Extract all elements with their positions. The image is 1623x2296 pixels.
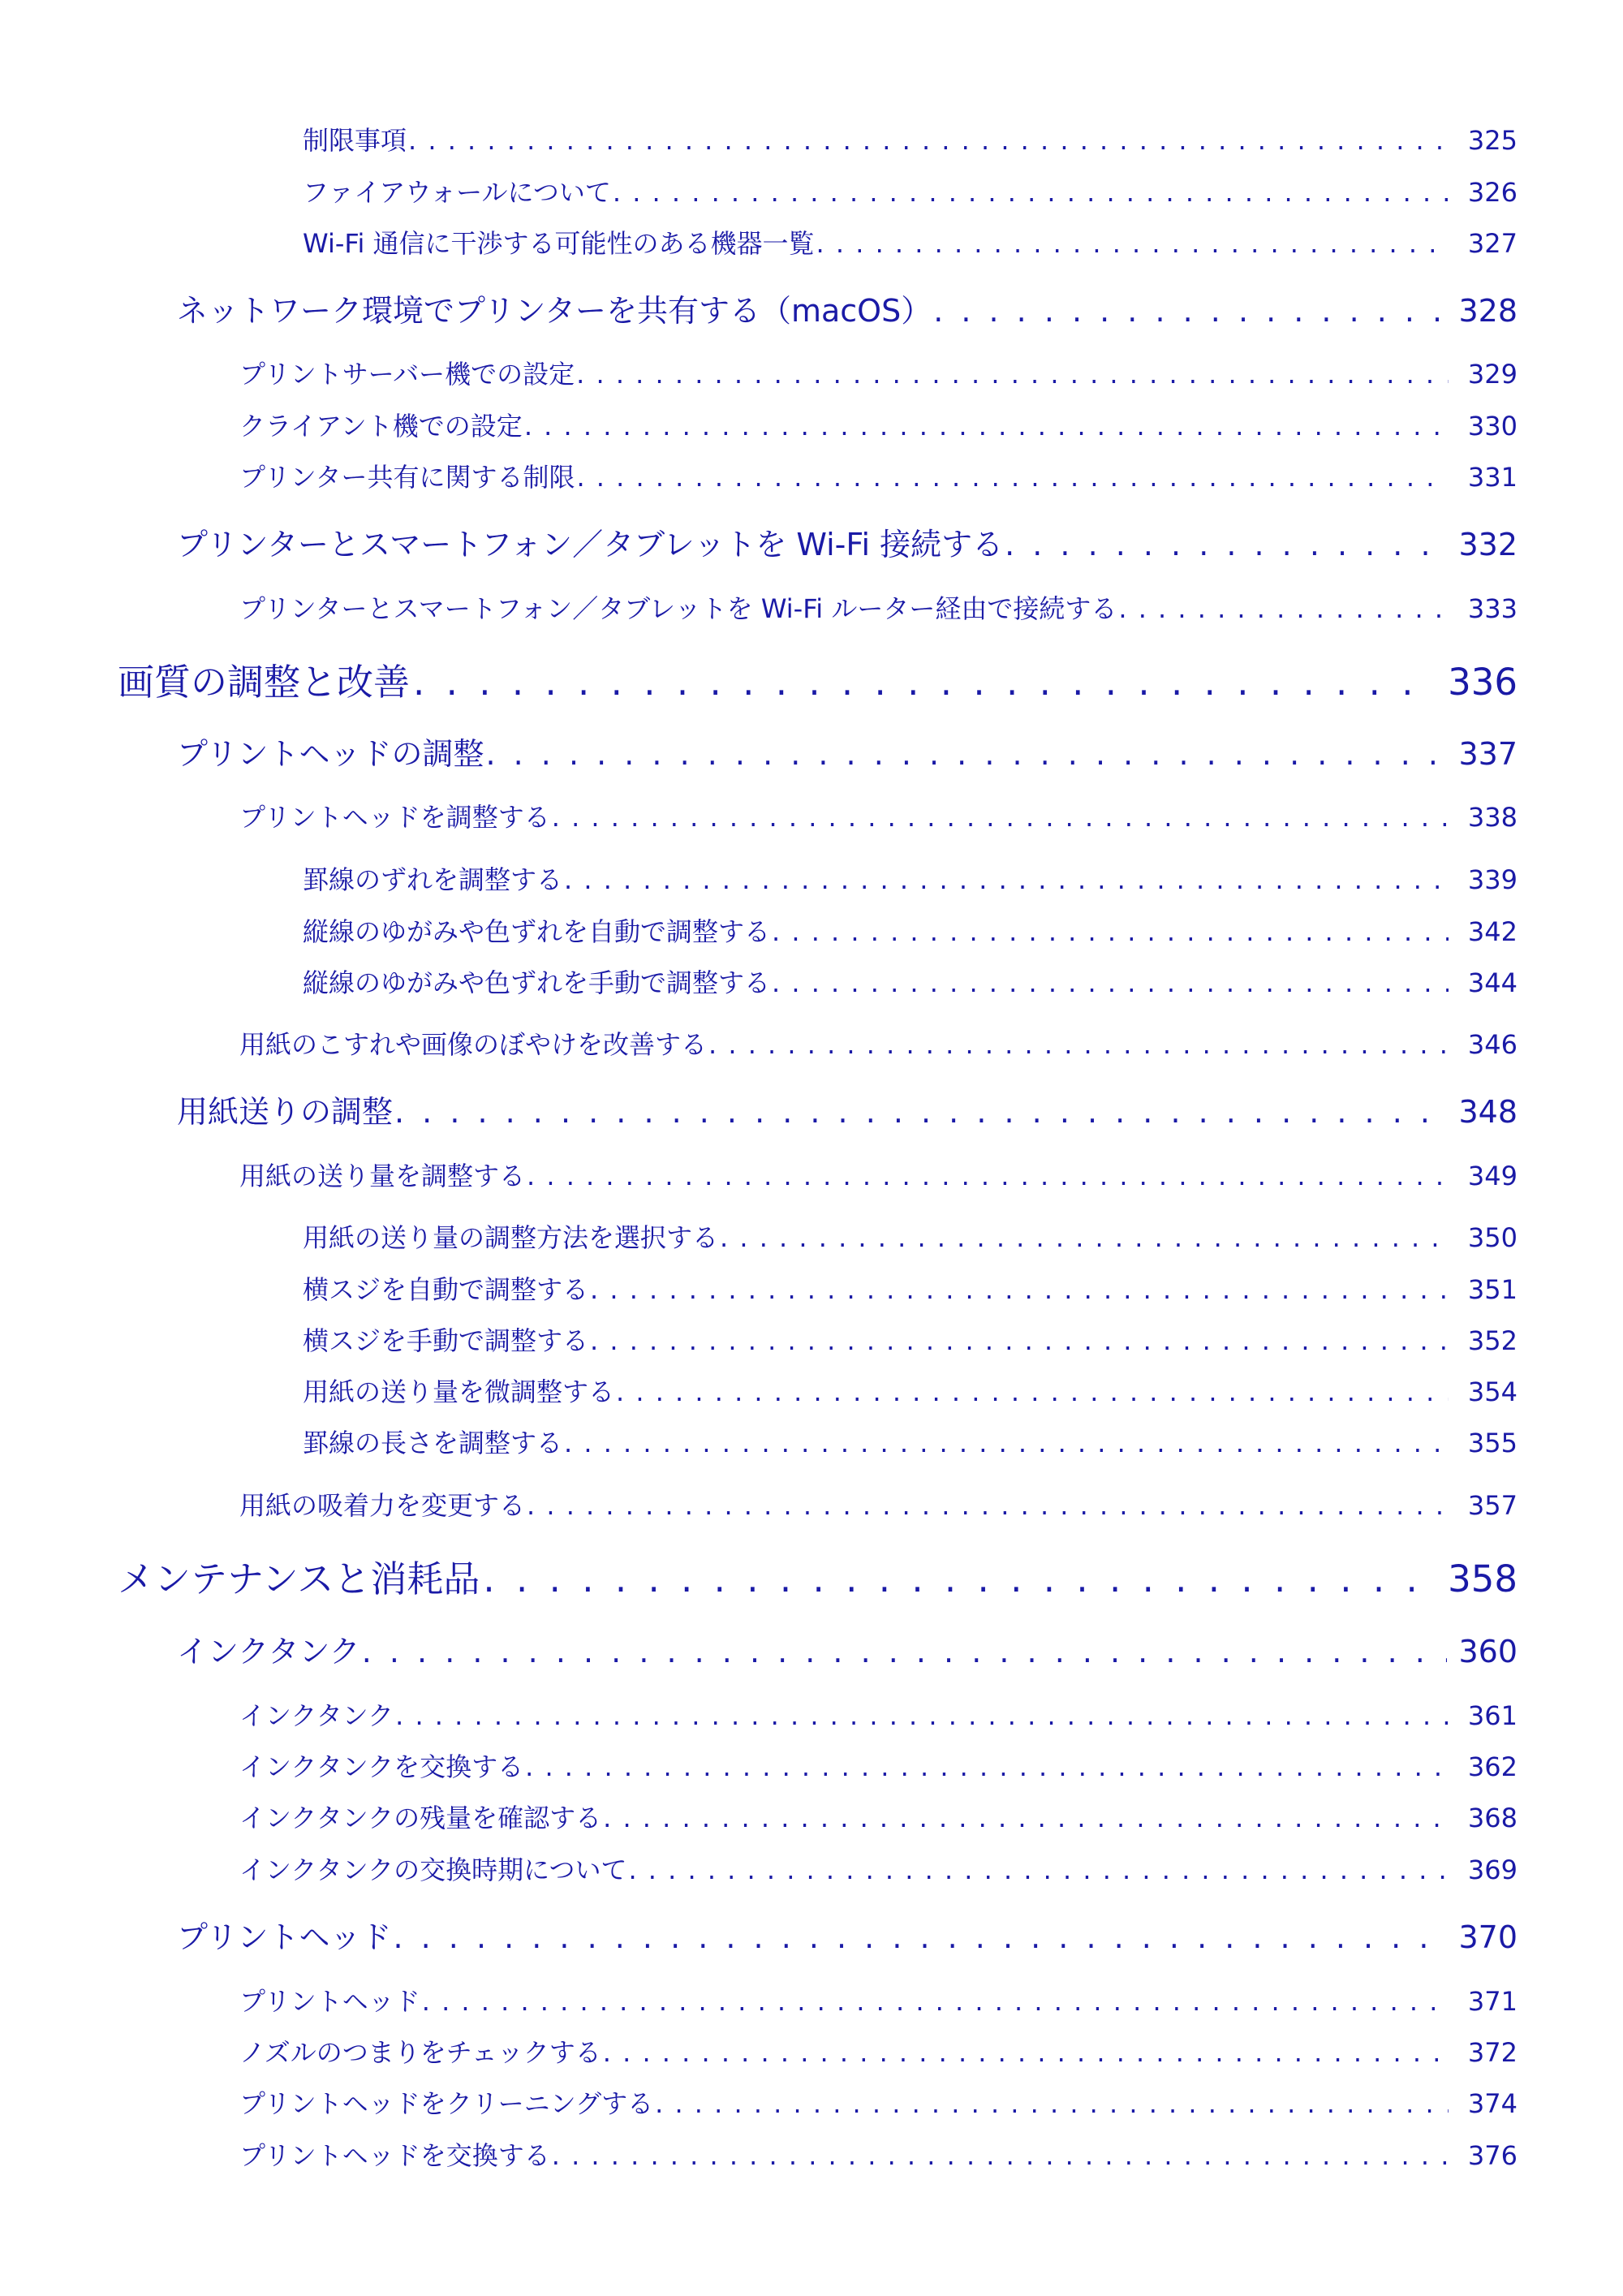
toc-entry[interactable]: [239, 2032, 1518, 2070]
toc-entry-page: 331: [1467, 462, 1518, 493]
toc-entry-page: 325: [1467, 125, 1518, 156]
toc-entry-title: インクタンク: [177, 1634, 360, 1669]
dot-leader: [527, 1161, 1449, 1191]
toc-entry-page: 346: [1467, 1029, 1518, 1060]
toc-entry-title: 用紙の送り量を微調整する: [303, 1376, 615, 1407]
toc-entry-title: プリントサーバー機での設定: [239, 359, 575, 390]
toc-entry-title: インクタンクを交換する: [239, 1751, 524, 1782]
toc-entry-title: 用紙のこすれや画像のぼやけを改善する: [239, 1029, 708, 1060]
dot-leader: [552, 2140, 1449, 2171]
dot-leader: [362, 1634, 1448, 1669]
toc-entry[interactable]: [118, 653, 1518, 705]
toc-entry-page: 374: [1467, 2088, 1518, 2119]
toc-entry-page: 350: [1467, 1222, 1518, 1253]
toc-entry-page: 326: [1467, 177, 1518, 208]
dot-leader: [527, 1490, 1449, 1521]
toc-entry-title: 縦線のゆがみや色ずれを自動で調整する: [303, 916, 771, 947]
dot-leader: [628, 1854, 1448, 1885]
dot-leader: [708, 1029, 1449, 1060]
toc-entry[interactable]: [303, 1269, 1518, 1307]
toc-entry-title: プリントヘッドをクリーニングする: [239, 2088, 654, 2119]
toc-entry-page: 361: [1467, 1700, 1518, 1731]
toc-entry[interactable]: [239, 1485, 1518, 1523]
toc-entry[interactable]: [177, 1626, 1518, 1671]
dot-leader: [564, 864, 1449, 895]
dot-leader: [613, 177, 1449, 208]
toc-entry-page: 328: [1458, 293, 1518, 329]
toc-entry-title: 縦線のゆがみや色ずれを手動で調整する: [303, 967, 771, 998]
toc-entry-title: プリンターとスマートフォン／タブレットを Wi-Fi 接続する: [177, 527, 1004, 562]
dot-leader: [933, 293, 1447, 329]
toc-entry-page: 369: [1467, 1854, 1518, 1885]
dot-leader: [720, 1222, 1449, 1253]
dot-leader: [483, 1557, 1436, 1600]
toc-entry[interactable]: [303, 1217, 1518, 1255]
toc-entry-page: 332: [1458, 527, 1518, 562]
toc-entry-title: 罫線の長さを調整する: [303, 1428, 563, 1458]
dot-leader: [394, 1094, 1447, 1130]
toc-entry-page: 352: [1467, 1325, 1518, 1356]
toc-entry[interactable]: [303, 963, 1518, 1000]
toc-entry-page: 338: [1467, 802, 1518, 833]
dot-leader: [616, 1376, 1449, 1407]
toc-entry-title: プリンター共有に関する制限: [239, 462, 575, 493]
toc-entry-title: プリントヘッド: [239, 1986, 420, 2017]
toc-entry[interactable]: [239, 354, 1518, 391]
toc-entry-page: 344: [1467, 967, 1518, 998]
toc-entry-title: ノズルのつまりをチェックする: [239, 2037, 601, 2068]
toc-entry[interactable]: [239, 797, 1518, 834]
dot-leader: [395, 1700, 1449, 1731]
toc-entry-title: 用紙の送り量を調整する: [239, 1161, 526, 1191]
toc-entry[interactable]: [303, 1320, 1518, 1358]
dot-leader: [422, 1986, 1449, 2017]
toc-entry[interactable]: [118, 1549, 1518, 1602]
dot-leader: [413, 661, 1436, 704]
toc-entry[interactable]: [239, 1024, 1518, 1062]
toc-entry-title: プリントヘッドを交換する: [239, 2140, 550, 2171]
toc-entry-page: 349: [1467, 1161, 1518, 1191]
toc-entry-page: 336: [1448, 661, 1518, 704]
toc-entry-page: 376: [1467, 2140, 1518, 2171]
toc-entry-title: クライアント機での設定: [239, 411, 523, 442]
toc-entry[interactable]: [239, 1695, 1518, 1733]
toc-entry-title: 用紙の吸着力を変更する: [239, 1490, 526, 1521]
toc-entry[interactable]: [239, 1747, 1518, 1784]
toc-entry-page: 337: [1458, 736, 1518, 772]
toc-entry-page: 355: [1467, 1428, 1518, 1458]
toc-entry-page: 358: [1448, 1557, 1518, 1600]
toc-entry-title: 用紙の送り量の調整方法を選択する: [303, 1222, 719, 1253]
toc-entry[interactable]: [239, 588, 1518, 626]
toc-entry[interactable]: [239, 457, 1518, 494]
toc-entry-title: Wi-Fi 通信に干渉する可能性のある機器一覧: [303, 228, 815, 259]
toc-entry[interactable]: [239, 406, 1518, 443]
toc-entry-page: 362: [1467, 1751, 1518, 1782]
dot-leader: [1118, 593, 1449, 624]
dot-leader: [524, 411, 1449, 442]
toc-entry[interactable]: [303, 1372, 1518, 1409]
toc-entry-page: 342: [1467, 916, 1518, 947]
toc-entry[interactable]: [303, 859, 1518, 897]
toc-entry[interactable]: [239, 1156, 1518, 1193]
toc-entry[interactable]: [303, 1423, 1518, 1460]
dot-leader: [485, 736, 1447, 772]
toc-entry[interactable]: [239, 1981, 1518, 2018]
toc-entry-title: プリントヘッド: [177, 1919, 392, 1955]
toc-entry-page: 339: [1467, 864, 1518, 895]
toc-entry-page: 351: [1467, 1274, 1518, 1305]
dot-leader: [564, 1428, 1449, 1458]
toc-entry[interactable]: [177, 519, 1518, 564]
toc-entry[interactable]: [239, 2135, 1518, 2173]
toc-entry-page: 354: [1467, 1376, 1518, 1407]
toc-entry-page: 371: [1467, 1986, 1518, 2017]
toc-entry-page: 372: [1467, 2037, 1518, 2068]
toc-entry-title: プリントヘッドを調整する: [239, 802, 550, 833]
dot-leader: [772, 967, 1449, 998]
toc-entry-title: インクタンクの残量を確認する: [239, 1803, 602, 1833]
dot-leader: [393, 1919, 1447, 1955]
toc-entry-page: 360: [1458, 1634, 1518, 1669]
toc-entry-page: 333: [1467, 593, 1518, 624]
toc-entry[interactable]: [239, 1798, 1518, 1835]
toc-entry[interactable]: [239, 1850, 1518, 1887]
toc-entry-title: 罫線のずれを調整する: [303, 864, 563, 895]
dot-leader: [590, 1274, 1449, 1305]
toc-entry-page: 348: [1458, 1094, 1518, 1130]
dot-leader: [655, 2088, 1449, 2119]
toc-entry-page: 330: [1467, 411, 1518, 442]
dot-leader: [576, 462, 1448, 493]
dot-leader: [576, 359, 1449, 390]
dot-leader: [603, 2037, 1449, 2068]
toc-entry-page: 329: [1467, 359, 1518, 390]
toc-entry[interactable]: [303, 223, 1518, 261]
toc-entry-title: 用紙送りの調整: [177, 1094, 394, 1130]
toc-entry-title: 横スジを自動で調整する: [303, 1274, 589, 1305]
dot-leader: [816, 228, 1449, 259]
toc-entry-page: 370: [1458, 1919, 1518, 1955]
dot-leader: [552, 802, 1449, 833]
dot-leader: [590, 1325, 1449, 1356]
toc-entry[interactable]: [177, 1912, 1518, 1957]
toc-entry-title: インクタンクの交換時期について: [239, 1854, 627, 1885]
dot-leader: [772, 916, 1449, 947]
toc-entry-title: メンテナンスと消耗品: [118, 1557, 480, 1600]
toc-entry-page: 368: [1467, 1803, 1518, 1833]
toc-entry-title: ネットワーク環境でプリンターを共有する（macOS）: [177, 293, 932, 329]
toc-entry[interactable]: [177, 286, 1518, 330]
toc-entry-page: 327: [1467, 228, 1518, 259]
toc-entry-title: プリントヘッドの調整: [177, 736, 484, 772]
toc-entry[interactable]: [239, 2083, 1518, 2121]
toc-entry-title: 横スジを手動で調整する: [303, 1325, 589, 1356]
toc-entry[interactable]: [177, 1087, 1518, 1131]
toc-entry[interactable]: [303, 120, 1518, 157]
toc-entry-title: ファイアウォールについて: [303, 177, 611, 208]
toc-entry-title: プリンターとスマートフォン／タブレットを Wi-Fi ルーター経由で接続する: [239, 593, 1117, 624]
dot-leader: [408, 125, 1449, 156]
toc-entry-title: インクタンク: [239, 1700, 394, 1731]
toc-entry[interactable]: [303, 911, 1518, 949]
dot-leader: [1005, 527, 1447, 562]
toc-entry-title: 制限事項: [303, 125, 407, 156]
toc-entry-page: 357: [1467, 1490, 1518, 1521]
dot-leader: [603, 1803, 1449, 1833]
dot-leader: [525, 1751, 1449, 1782]
toc-entry[interactable]: [303, 172, 1518, 209]
toc-entry-title: 画質の調整と改善: [118, 661, 411, 704]
toc-entry[interactable]: [177, 729, 1518, 773]
